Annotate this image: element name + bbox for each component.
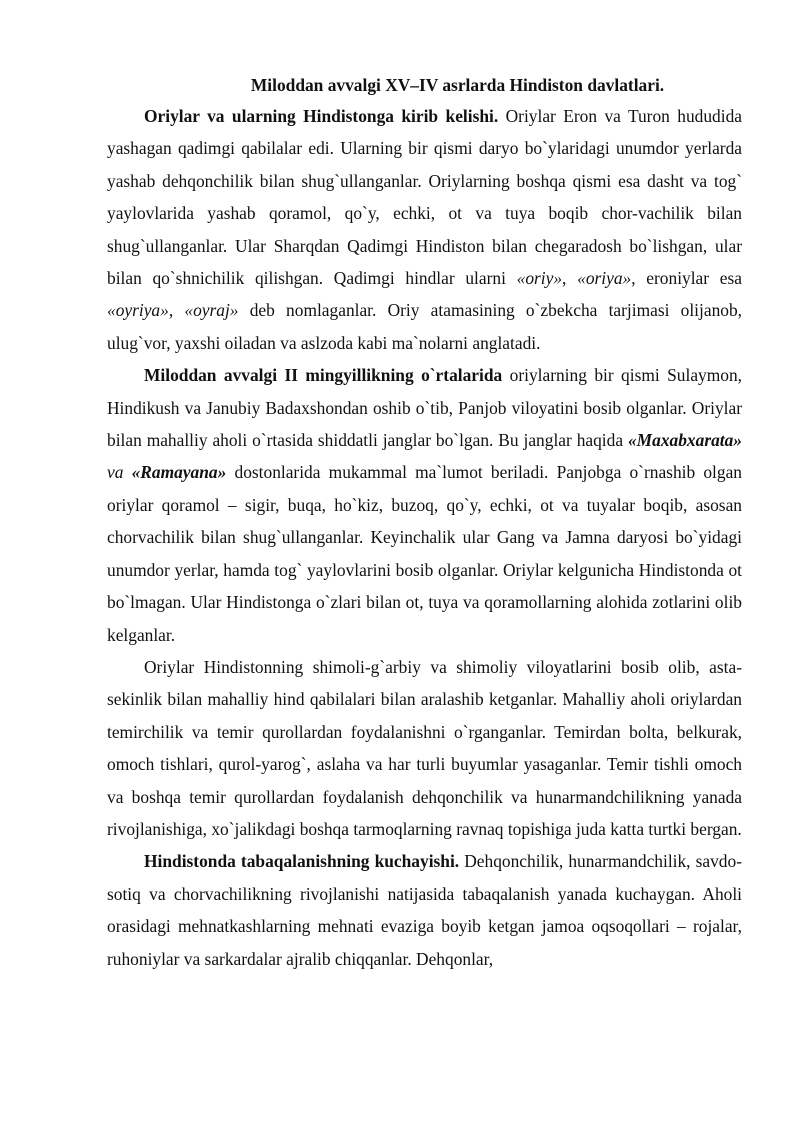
paragraph-temirchilik: Oriylar Hindistonning shimoli-g`arbiy va shimoliy viloyatlarini bosib olib, asta-sekinlik bilan mahalliy hind qabilalari bilan aralashib ketganlar. Mahalliy aholi oriylardan temirchilik va temir qurollardan foydalanishni o`rganganlar. Temirdan bolta, belkurak, omoch tishlari, qurol-yarog`, aslaha va har turli buyumlar yasaganlar. Temir tishli omoch va boshqa temir qurollardan foydalanish dehqonchilik va hunarmandchilikning yanada rivojlanishiga, xo`jalikdagi boshqa tarmoqlarning ravnaq topishiga juda katta turtki bergan.: [107, 656, 742, 839]
term-oriya: «oriya»: [577, 268, 632, 289]
paragraph-text: deb nomlaganlar. Oriy atamasining o`zbekcha tarjimasi olijanob, ulug`vor, yaxshi oiladan va aslzoda kabi ma`nolarni anglatadi.: [107, 300, 742, 353]
paragraph-panjob: [107, 359, 742, 651]
paragraph-text: dostonlarida mukammal ma`lumot beriladi. Panjobga o`rnashib olgan oriylar qoramol – sigir, buqa, ho`kiz, buzoq, qo`y, echki, ot va tuyalar boqib, asosan chorvachilik bilan shug`ullanganlar. Keyinchalik ular Gang va Jamna daryosi bo`yidagi unumdor yerlar, hamda tog` yaylovlarini bosib olganlar. Oriylar kelgunicha Hindistonda ot bo`lmagan. Ular Hindistonga o`zlari bilan ot, tuya va qoramollarning alohida zotlarini olib kelganlar.: [107, 462, 742, 645]
epic-ramayana: «Ramayana»: [131, 462, 227, 483]
paragraph-tabaqalanish: [107, 845, 742, 975]
paragraph-text: , eroniylar esa: [631, 268, 742, 289]
paragraph-text: ,: [168, 300, 185, 321]
paragraph-oriylar-kirib-kelishi: [107, 100, 742, 359]
section-heading-oriylar: Oriylar va ularning Hindistonga kirib kelishi.: [144, 106, 499, 126]
document-title: Miloddan avvalgi XV–IV asrlarda Hindiston davlatlari.: [250, 75, 665, 95]
document-page: [107, 70, 742, 975]
term-oriy: «oriy»: [516, 268, 563, 289]
paragraph-text: Oriylar Eron va Turon hududida yashagan qadimgi qabilalar edi. Ularning bir qismi daryo bo`ylaridagi unumdor yerlarda yashab dehqonchilik bilan shug`ullanganlar. Oriylarning boshqa qismi esa dasht va tog` yaylovlarida yashab qoramol, qo`y, echki, ot va tuya boqib chor-vachilik bilan shug`ullanganlar. Ular Sharqdan Qadimgi Hindiston bilan chegaradosh bo`lishgan, ular bilan qo`shnichilik qilishgan. Qadimgi hindlar ularni: [107, 106, 742, 289]
epic-maxabxarata: «Maxabxarata»: [627, 430, 742, 451]
paragraph-text: oriylarning bir qismi Sulaymon, Hindikush va Janubiy Badaxshondan oshib o`tib, Panjob viloyatini bosib olganlar. Oriylar bilan mahalliy aholi o`rtasida shiddatli janglar bo`lgan. Bu janglar haqida: [107, 365, 743, 451]
section-heading-mingyillik: Miloddan avvalgi II mingyillikning o`rtalarida: [144, 365, 503, 386]
paragraph-text: Dehqonchilik, hunarmandchilik, savdo-sotiq va chorvachilikning rivojlanishi natijasida tabaqalanish yanada kuchaygan. Aholi orasidagi mehnatkashlarning mehnati evaziga boyib ketgan jamoa oqsoqollari – rojalar, ruhoniylar va sarkardalar ajralib chiqqanlar. Dehqonlar,: [107, 851, 742, 969]
section-heading-tabaqalanish: Hindistonda tabaqalanishning kuchayishi.: [144, 851, 460, 872]
term-oyriya: «oyriya»: [107, 300, 169, 321]
conjunction-va: va: [107, 462, 132, 483]
paragraph-text: ,: [562, 268, 578, 289]
term-oyraj: «oyraj»: [184, 300, 239, 321]
